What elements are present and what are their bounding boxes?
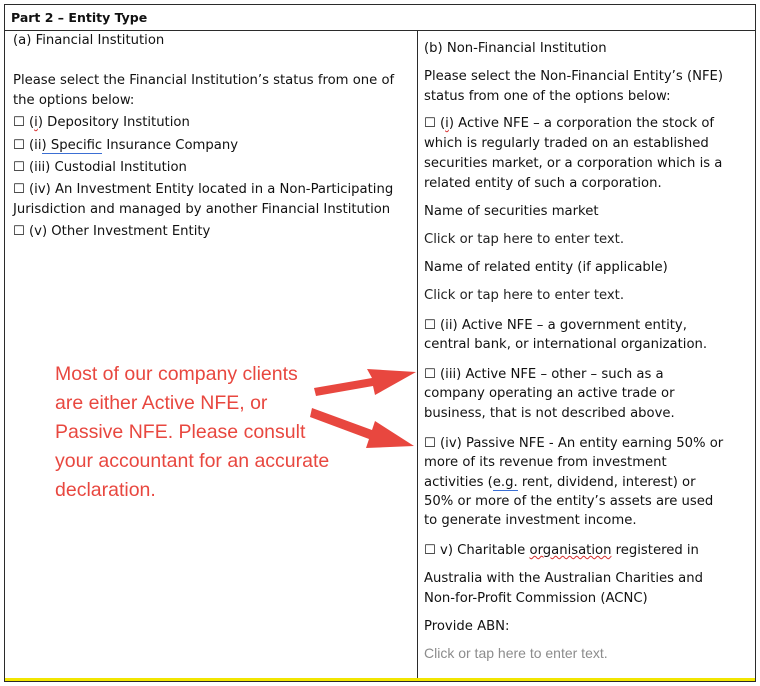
financial-institution-heading: (a) Financial Institution [13, 33, 165, 48]
fi-option-investment-entity: ☐ (iv) An Investment Entity located in a Non-Participating [13, 182, 394, 197]
arrow-to-passive-nfe [310, 408, 414, 448]
checkbox-icon[interactable]: ☐ [424, 116, 436, 131]
nfe-instruction-line1: Please select the Non-Financial Entity’s (NFE) [424, 69, 724, 84]
nfe-option-active-listed-line3: securities market, or a corporation which is a [424, 156, 723, 171]
related-entity-label: Name of related entity (if applicable) [424, 260, 668, 275]
securities-market-label: Name of securities market [424, 204, 599, 219]
part-title: Part 2 – Entity Type [5, 5, 755, 31]
nfe-option-passive-line4: 50% or more of the entity’s assets are used [424, 494, 714, 509]
nfe-option-passive-line3: activities (e.g. rent, dividend, interest) or [424, 475, 696, 490]
nfe-option-government: ☐ (ii) Active NFE – a government entity, [424, 318, 687, 333]
nfe-option-active-listed-line2: which is regularly traded on an established [424, 136, 709, 151]
non-financial-heading: (b) Non-Financial Institution [424, 41, 607, 56]
nfe-instruction-line2: status from one of the options below: [424, 89, 671, 104]
nfe-option-active-other-line3: business, that is not described above. [424, 406, 675, 421]
fi-option-insurance: ☐ (ii) Specific Insurance Company [13, 138, 238, 153]
checkbox-icon[interactable]: ☐ [13, 138, 25, 153]
checkbox-icon[interactable]: ☐ [13, 115, 25, 130]
securities-market-field[interactable]: Click or tap here to enter text. [424, 232, 625, 247]
abn-label: Provide ABN: [424, 619, 510, 634]
related-entity-field[interactable]: Click or tap here to enter text. [424, 288, 625, 303]
fi-option-other-investment: ☐ (v) Other Investment Entity [13, 224, 211, 239]
arrow-to-active-nfe-other [314, 369, 416, 396]
annotation-note: Most of our company clients are either Active NFE, or Passive NFE. Please consult your accountant for an accurate declaration. [55, 363, 330, 501]
checkbox-icon[interactable]: ☐ [13, 182, 25, 197]
checkbox-icon[interactable]: ☐ [13, 224, 25, 239]
fi-option-custodial: ☐ (iii) Custodial Institution [13, 160, 187, 175]
checkbox-icon[interactable]: ☐ [424, 436, 436, 451]
nfe-option-charitable-line3: Non-for-Profit Commission (ACNC) [424, 591, 648, 606]
nfe-option-government-line2: central bank, or international organization. [424, 337, 708, 352]
checkbox-icon[interactable]: ☐ [424, 318, 436, 333]
checkbox-icon[interactable]: ☐ [424, 543, 436, 558]
nfe-option-active-other: ☐ (iii) Active NFE – other – such as a [424, 367, 664, 382]
nfe-option-active-other-line2: company operating an active trade or [424, 386, 675, 401]
checkbox-icon[interactable]: ☐ [424, 367, 436, 382]
fi-instruction-line2: the options below: [13, 93, 135, 108]
nfe-option-active-listed: ☐ (i) Active NFE – a corporation the stock of [424, 116, 715, 131]
nfe-option-passive: ☐ (iv) Passive NFE - An entity earning 50% or [424, 436, 724, 451]
fi-option-depository: ☐ (i) Depository Institution [13, 115, 190, 130]
fi-option-investment-entity-cont: Jurisdiction and managed by another Financial Institution [13, 202, 391, 217]
nfe-option-charitable-line2: Australia with the Australian Charities and [424, 571, 703, 586]
nfe-option-charitable: ☐ v) Charitable organisation registered in [424, 543, 699, 558]
abn-field[interactable]: Click or tap here to enter text. [424, 645, 608, 661]
nfe-option-passive-line5: to generate investment income. [424, 513, 637, 528]
nfe-option-passive-line2: more of its revenue from investment [424, 455, 667, 470]
fi-instruction-line1: Please select the Financial Institution’s status from one of [13, 73, 395, 88]
nfe-option-active-listed-line4: related entity of such a corporation. [424, 176, 662, 191]
checkbox-icon[interactable]: ☐ [13, 160, 25, 175]
